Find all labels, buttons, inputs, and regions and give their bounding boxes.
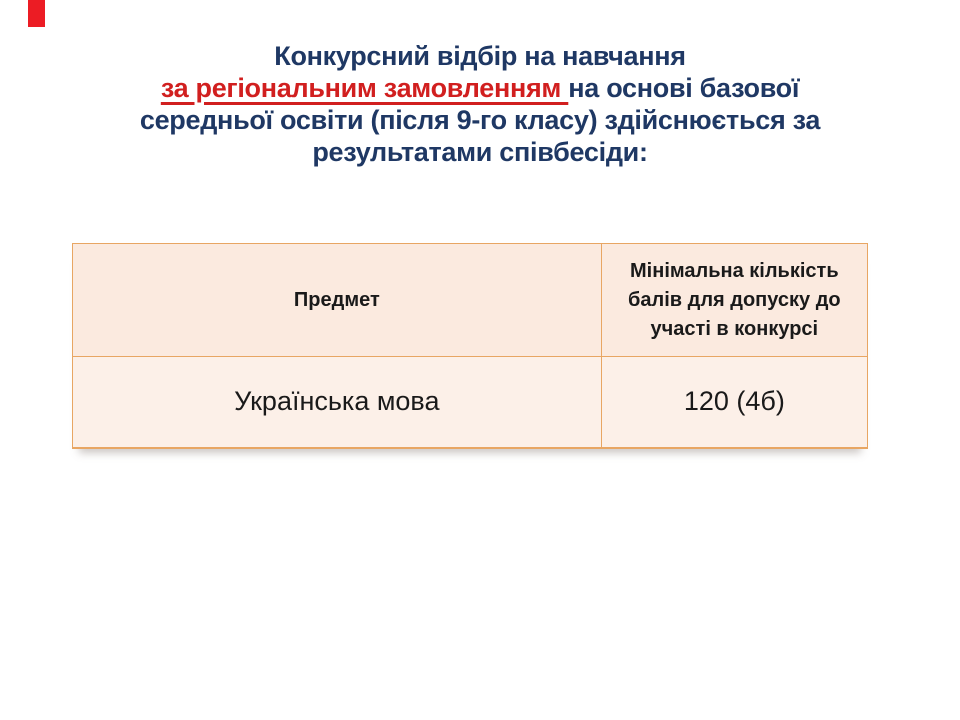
column-header-subject: Предмет bbox=[73, 244, 602, 357]
title-line-2-rest: на основі базової bbox=[568, 73, 800, 103]
admission-score-table bbox=[72, 243, 868, 449]
title-line-4: результатами співбесіди: bbox=[312, 137, 648, 167]
red-corner-marker bbox=[28, 0, 45, 27]
subject-cell: Українська мова bbox=[73, 357, 602, 448]
title-red-underlined-phrase: за регіональним замовленням bbox=[160, 73, 569, 103]
slide-title bbox=[30, 40, 930, 168]
title-line-2 bbox=[30, 72, 930, 104]
column-header-min-score: Мінімальна кількість балів для допуску до участі в конкурсі bbox=[601, 244, 867, 357]
score-cell: 120 (4б) bbox=[601, 357, 867, 448]
table-header-row bbox=[73, 244, 868, 357]
table-row bbox=[73, 357, 868, 448]
title-line-3: середньої освіти (після 9-го класу) здійснюється за bbox=[139, 105, 821, 135]
title-line-1: Конкурсний відбір на навчання bbox=[274, 41, 686, 71]
